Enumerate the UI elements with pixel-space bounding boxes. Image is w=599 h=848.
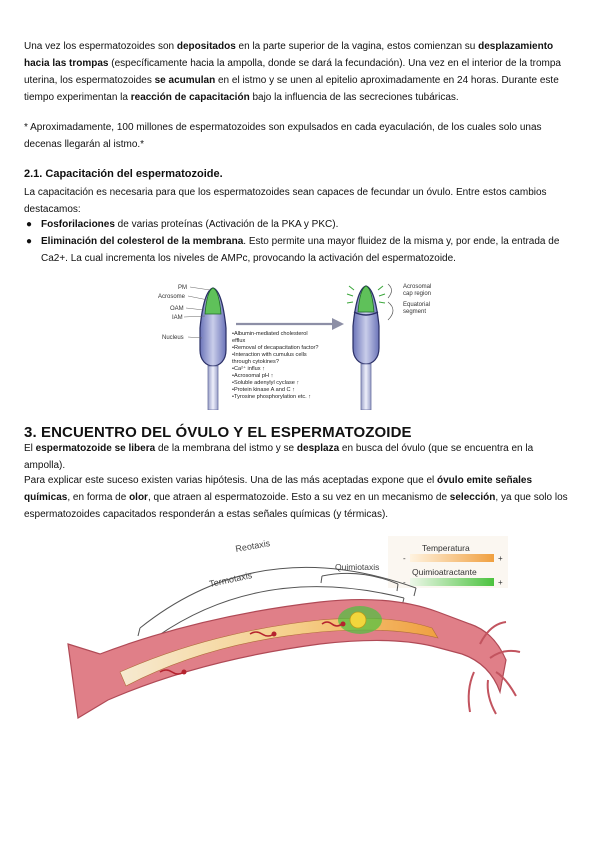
section-heading-3: 3. ENCUENTRO DEL ÓVULO Y EL ESPERMATOZOIDE <box>24 424 412 441</box>
text-run: en el istmo y se unen al epitelio aproximadamente en 24 horas. Durante este tiempo experimentan la <box>24 75 559 103</box>
quimiotaxis-label: Quimiotaxis <box>335 562 380 572</box>
text-run: de varias proteínas (Activación de la PKA y PKC). <box>114 219 339 230</box>
figure-label: Acrosomal <box>403 284 432 290</box>
text-run: de la membrana del istmo y se <box>155 443 297 454</box>
section-3-line <box>24 440 576 474</box>
legend-plus: + <box>498 554 503 563</box>
figure-label: PM <box>178 285 187 291</box>
bold-run: selección <box>449 492 496 503</box>
text-run: Para explicar este suceso existen varias hipótesis. Una de las más aceptadas expone que el <box>24 475 438 486</box>
legend-plus: + <box>498 578 503 587</box>
bold-run: se acumulan <box>154 75 216 86</box>
sperm-capacitated-icon <box>347 286 385 410</box>
oviduct-tube <box>68 600 520 718</box>
bold-run: óvulo emite señales químicas <box>24 475 533 503</box>
footnote-paragraph: * Aproximadamente, 100 millones de espermatozoides son expulsados en cada eyaculación, de los cuales solo unas decenas llegarán al istmo.* <box>24 122 542 150</box>
figure-event: •Removal of decapacitation factor? <box>232 345 319 351</box>
figure-event: •Tyrosine phosphorylation etc. ↑ <box>232 394 312 400</box>
text-run: en la parte superior de la vagina, estos comienzan su <box>235 41 479 52</box>
bold-run: reacción de capacitación <box>130 92 250 103</box>
sperm-before-icon <box>200 288 226 410</box>
figure-event: •Soluble adenylyl cyclase ↑ <box>232 380 300 386</box>
legend-label-quimio: Quimioatractante <box>412 567 477 577</box>
egg-icon <box>350 612 366 628</box>
bold-run: depositados <box>176 41 236 52</box>
bold-run: desplaza <box>296 443 340 454</box>
figure-label: IAM <box>172 315 183 321</box>
figure-label: Acrosome <box>158 294 186 300</box>
figure-label: Nucleus <box>162 335 184 341</box>
legend-minus: - <box>403 554 406 563</box>
figure-label: segment <box>403 309 427 315</box>
figure-event: through cytokines? <box>232 359 279 365</box>
text-run: El <box>24 443 36 454</box>
figure-event: efflux <box>232 338 246 344</box>
chemo-gradient-bar <box>410 578 494 586</box>
figure-legend <box>388 536 508 588</box>
figure-label: Equatorial <box>403 302 431 308</box>
reotaxis-label: Reotaxis <box>234 538 271 554</box>
bold-run: Fosforilaciones <box>41 219 115 230</box>
text-run: . Esto permite una mayor fluidez de la misma y, por ende, la entrada de Ca2+. La cual incrementa los niveles de AMPc, provocando la activación del espermatozoide. <box>41 236 560 264</box>
figure-event: •Interaction with cumulus cells <box>232 352 307 358</box>
section-heading-2-1: 2.1. Capacitación del espermatozoide. <box>24 168 223 180</box>
figure-event: •Protein kinase A and C ↑ <box>232 387 295 393</box>
text-run: , en forma de <box>67 492 130 503</box>
section-3-paragraph <box>24 472 576 523</box>
termotaxis-label: Termotaxis <box>208 570 253 589</box>
text-run: , ya que solo los espermatozoides capacitados responderán a estas señales químicas (y térmicas). <box>24 492 568 520</box>
intro-paragraph <box>24 38 576 106</box>
text-run: bajo la influencia de las secreciones tubáricas. <box>249 92 459 103</box>
section-2-1-intro: La capacitación es necesaria para que los espermatozoides sean capaces de fecundar un óvulo. Entre estos cambios destacamos: <box>24 187 547 215</box>
arrow-right-icon <box>332 318 344 330</box>
legend-minus: - <box>403 578 406 587</box>
bullet-icon: ● <box>26 236 33 247</box>
bold-run: Eliminación del colesterol de la membrana <box>41 236 244 247</box>
bullet-icon: ● <box>26 219 33 230</box>
text-run: Una vez los espermatozoides son <box>24 41 177 52</box>
oviduct-taxis-figure <box>60 532 530 727</box>
bold-run: desplazamiento hacia las trompas <box>24 41 554 69</box>
legend-label-temperatura: Temperatura <box>422 543 470 553</box>
text-run: , que atraen al espermatozoide. Esto a su vez en un mecanismo de <box>147 492 450 503</box>
figure-event: •Ca²⁺ influx ↑ <box>232 366 265 372</box>
temperature-gradient-bar <box>410 554 494 562</box>
bold-run: olor <box>129 492 148 503</box>
text-run: en busca del óvulo (que se encuentra en la ampolla). <box>24 443 534 471</box>
figure-event: •Albumin-mediated cholesterol <box>232 331 308 337</box>
figure-label: OAM <box>170 306 184 312</box>
figure-label: cap region <box>403 291 432 297</box>
bold-run: espermatozoide se libera <box>35 443 156 454</box>
text-run: (específicamente hacia la ampolla, donde se dará la fecundación). Una vez en el interior de la trompa uterina, los espermatozoides <box>24 58 561 86</box>
figure-event: •Acrosomal pH ↑ <box>232 373 274 379</box>
capacitation-figure <box>150 278 450 410</box>
